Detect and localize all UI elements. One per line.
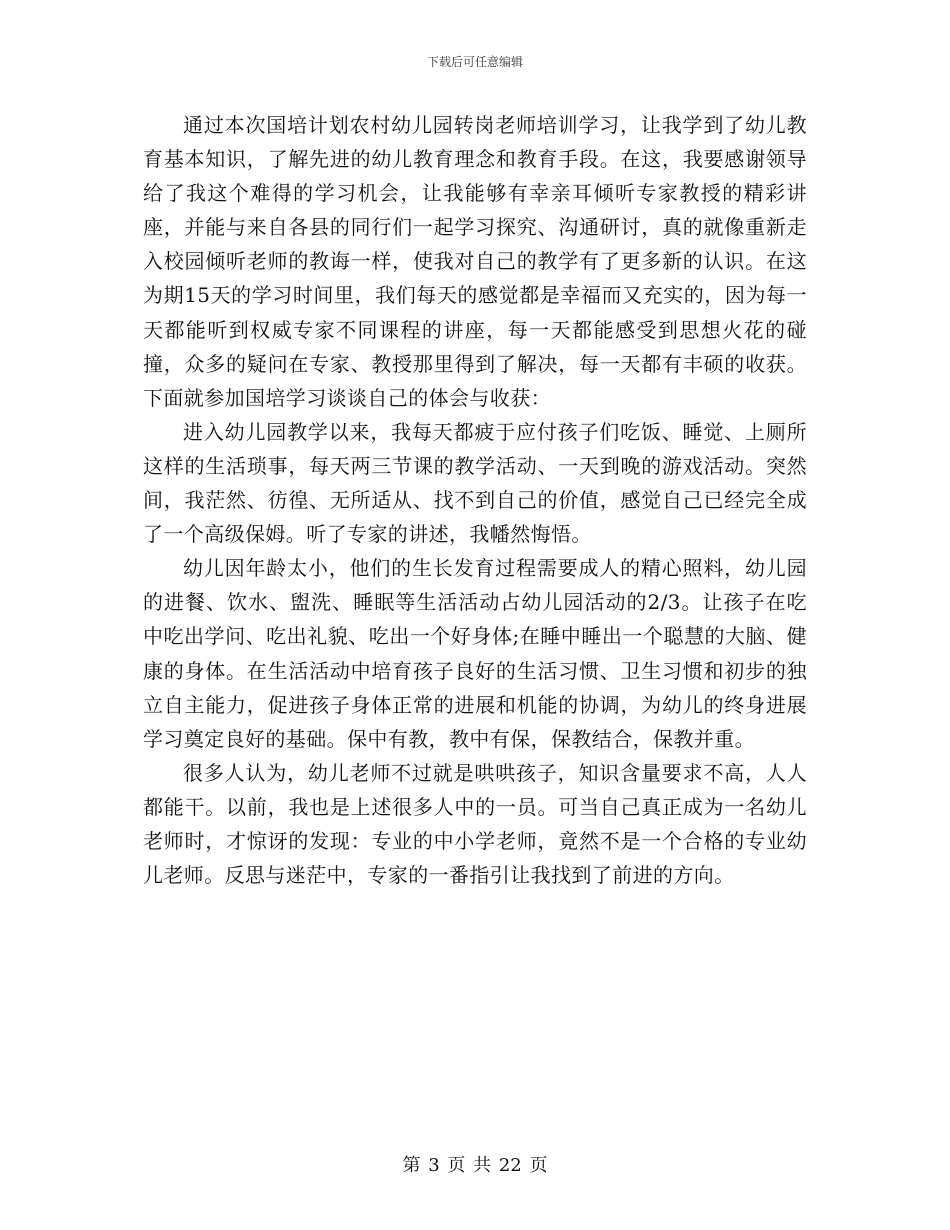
paragraph: 进入幼儿园教学以来，我每天都疲于应付孩子们吃饭、睡觉、上厕所这样的生活琐事，每天两三节课的教学活动、一天到晚的游戏活动。突然间，我茫然、彷徨、无所适从、找不到自己的价值，感觉自己已经完全成了一个高级保姆。听了专家的讲述，我幡然悔悟。 bbox=[143, 419, 807, 547]
page-number-footer: 第 3 页 共 22 页 bbox=[402, 1155, 548, 1176]
document-body bbox=[143, 108, 807, 892]
paragraph: 幼儿因年龄太小，他们的生长发育过程需要成人的精心照料，幼儿园的进餐、饮水、盥洗、睡眠等生活活动占幼儿园活动的2/3。让孩子在吃中吃出学问、吃出礼貌、吃出一个好身体;在睡中睡出一个聪慧的大脑、健康的身体。在生活活动中培育孩子良好的生活习惯、卫生习惯和初步的独立自主能力，促进孩子身体正常的进展和机能的协调，为幼儿的终身进展学习奠定良好的基础。保中有教，教中有保，保教结合，保教并重。 bbox=[143, 556, 807, 751]
paragraph: 很多人认为，幼儿老师不过就是哄哄孩子，知识含量要求不高，人人都能干。以前，我也是上述很多人中的一员。可当自己真正成为一名幼儿老师时，才惊讶的发现：专业的中小学老师，竟然不是一个合格的专业幼儿老师。反思与迷茫中，专家的一番指引让我找到了前进的方向。 bbox=[143, 760, 807, 888]
page-header: 下载后可任意编辑 bbox=[426, 55, 523, 69]
paragraph: 通过本次国培计划农村幼儿园转岗老师培训学习，让我学到了幼儿教育基本知识，了解先进的幼儿教育理念和教育手段。在这，我要感谢领导给了我这个难得的学习机会，让我能够有幸亲耳倾听专家教授的精彩讲座，并能与来自各县的同行们一起学习探究、沟通研讨，真的就像重新走入校园倾听老师的教诲一样，使我对自己的教学有了更多新的认识。在这为期15天的学习时间里，我们每天的感觉都是幸福而又充实的，因为每一天都能听到权威专家不同课程的讲座，每一天都能感受到思想火花的碰撞，众多的疑问在专家、教授那里得到了解决，每一天都有丰硕的收获。下面就参加国培学习谈谈自己的体会与收获： bbox=[143, 113, 807, 410]
